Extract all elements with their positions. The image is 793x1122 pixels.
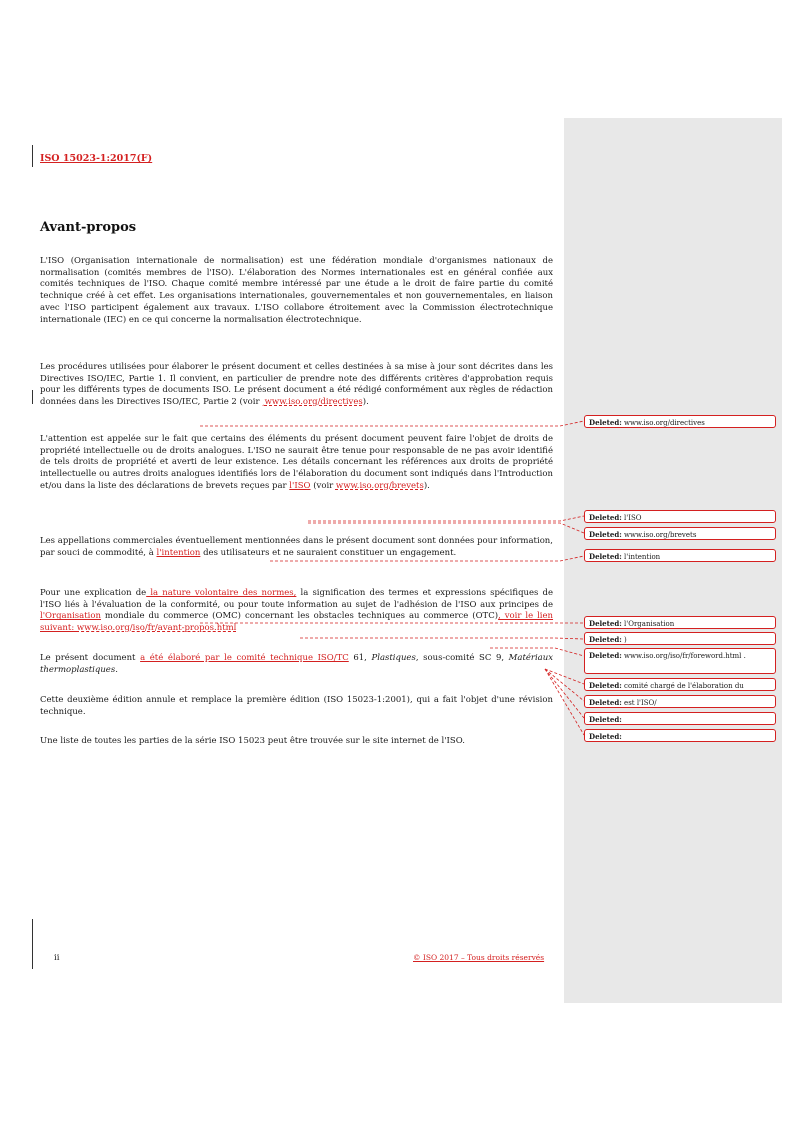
paragraph-patents: L'attention est appelée sur le fait que certains des éléments du présent document peuvent faire l'objet de droits de propriété intellectuelle ou de droits analogues. L'ISO ne saurait être tenue pour responsable de ne pas avoir identifié de tels droits de propriété et averti de leur existence. Les détails concernant les références aux droits de propriété intellectuelle ou autres droits analogues identifiés lors de l'élaboration du document sont indiqués dans l'Introduction et/ou dans la liste des déclarations de brevets reçues par l'ISO (voir www.iso.org/brevets). (40, 434, 553, 491)
paragraph-procedures: Les procédures utilisées pour élaborer le présent document et celles destinées à sa mise à jour sont décrites dans les Directives ISO/IEC, Partie 1. Il convient, en particulier de prendre note des différents critères d'approbation requis pour les différents types de documents ISO. Le présent document a été rédigé conformément aux règles de rédaction données dans les Directives ISO/IEC, Partie 2 (voir ‸www.iso.org/directives). (40, 362, 553, 408)
paragraph-iso-intro: L'ISO (Organisation internationale de normalisation) est une fédération mondiale d'organismes nationaux de normalisation (comités membres de l'ISO). L'élaboration des Normes internationales est en général confiée aux comités techniques de l'ISO. Chaque comité membre intéressé par une étude a le droit de faire partie du comité technique créé à cet effet. Les organisations internationales, gouvernementales et non gouvernementales, en liaison avec l'ISO participent également aux travaux. L'ISO collabore étroitement avec la Commission électrotechnique internationale (IEC) en ce qui concerne la normalisation électrotechnique. (40, 256, 553, 325)
foreword-link[interactable]: www.iso.org/iso/fr/avant-propos.html (76, 623, 237, 634)
comment-balloon[interactable]: Deleted: l'intention (584, 549, 776, 562)
comment-balloon[interactable]: Deleted: l'ISO (584, 510, 776, 523)
copyright-notice: © ISO 2017 – Tous droits réservés (413, 953, 545, 962)
comment-balloon[interactable]: Deleted: comité chargé de l'élaboration du (584, 678, 776, 691)
connector-line (308, 516, 584, 521)
paragraph-trade-names: Les appellations commerciales éventuellement mentionnées dans le présent document sont données pour information, par souci de commodité, à l'intention des utilisateurs et ne sauraient constituer un engagement. (40, 536, 553, 558)
comment-balloon[interactable]: Deleted: est l'ISO/ (584, 695, 776, 708)
page-number: ii (54, 953, 60, 963)
comment-balloon[interactable]: Deleted: www.iso.org/brevets (584, 527, 776, 540)
comment-balloon[interactable]: Deleted: (584, 712, 776, 725)
comment-balloon[interactable]: Deleted: www.iso.org/iso/fr/foreword.html . (584, 648, 776, 674)
paragraph-committee: Le présent document a été élaboré par le comité technique ISO/TC 61, Plastiques, sous-comité SC 9, Matériaux thermoplastiques. (40, 653, 554, 675)
comment-balloon[interactable]: Deleted: www.iso.org/directives (584, 415, 776, 428)
document-reference: ISO 15023-1:2017(F) (40, 153, 153, 164)
comment-balloon[interactable]: Deleted: l'Organisation (584, 616, 776, 629)
patents-link[interactable]: www.iso.org/brevets (335, 480, 424, 491)
comment-balloon[interactable]: Deleted: ) (584, 632, 776, 645)
comment-balloon[interactable]: Deleted: (584, 729, 776, 742)
connector-line (300, 638, 584, 639)
page-title: Avant-propos (40, 220, 137, 235)
connector-line (545, 669, 584, 735)
connector-line (270, 556, 584, 561)
connector-line (545, 669, 584, 701)
connector-line (200, 421, 584, 426)
paragraph-conformity: Pour une explication de la nature volontaire des normes, la signification des termes et expressions spécifiques de l'ISO liés à l'évaluation de la conformité, ou pour toute information au sujet de l'adhésion de l'ISO aux principes de l'Organisation mondiale du commerce (OMC) concernant les obstacles techniques au commerce (OTC), voir le lien suivant: www.iso.org/iso/fr/avant-propos.html (40, 588, 554, 634)
connector-line (308, 523, 584, 533)
paragraph-edition: Cette deuxième édition annule et remplace la première édition (ISO 15023-1:2001), qui a fait l'objet d'une révision technique. (40, 695, 553, 717)
directives-link[interactable]: www.iso.org/directives (264, 397, 363, 408)
connector-line (545, 669, 584, 684)
paragraph-series: Une liste de toutes les parties de la série ISO 15023 peut être trouvée sur le site internet de l'ISO. (40, 736, 465, 746)
connector-line (490, 648, 584, 656)
